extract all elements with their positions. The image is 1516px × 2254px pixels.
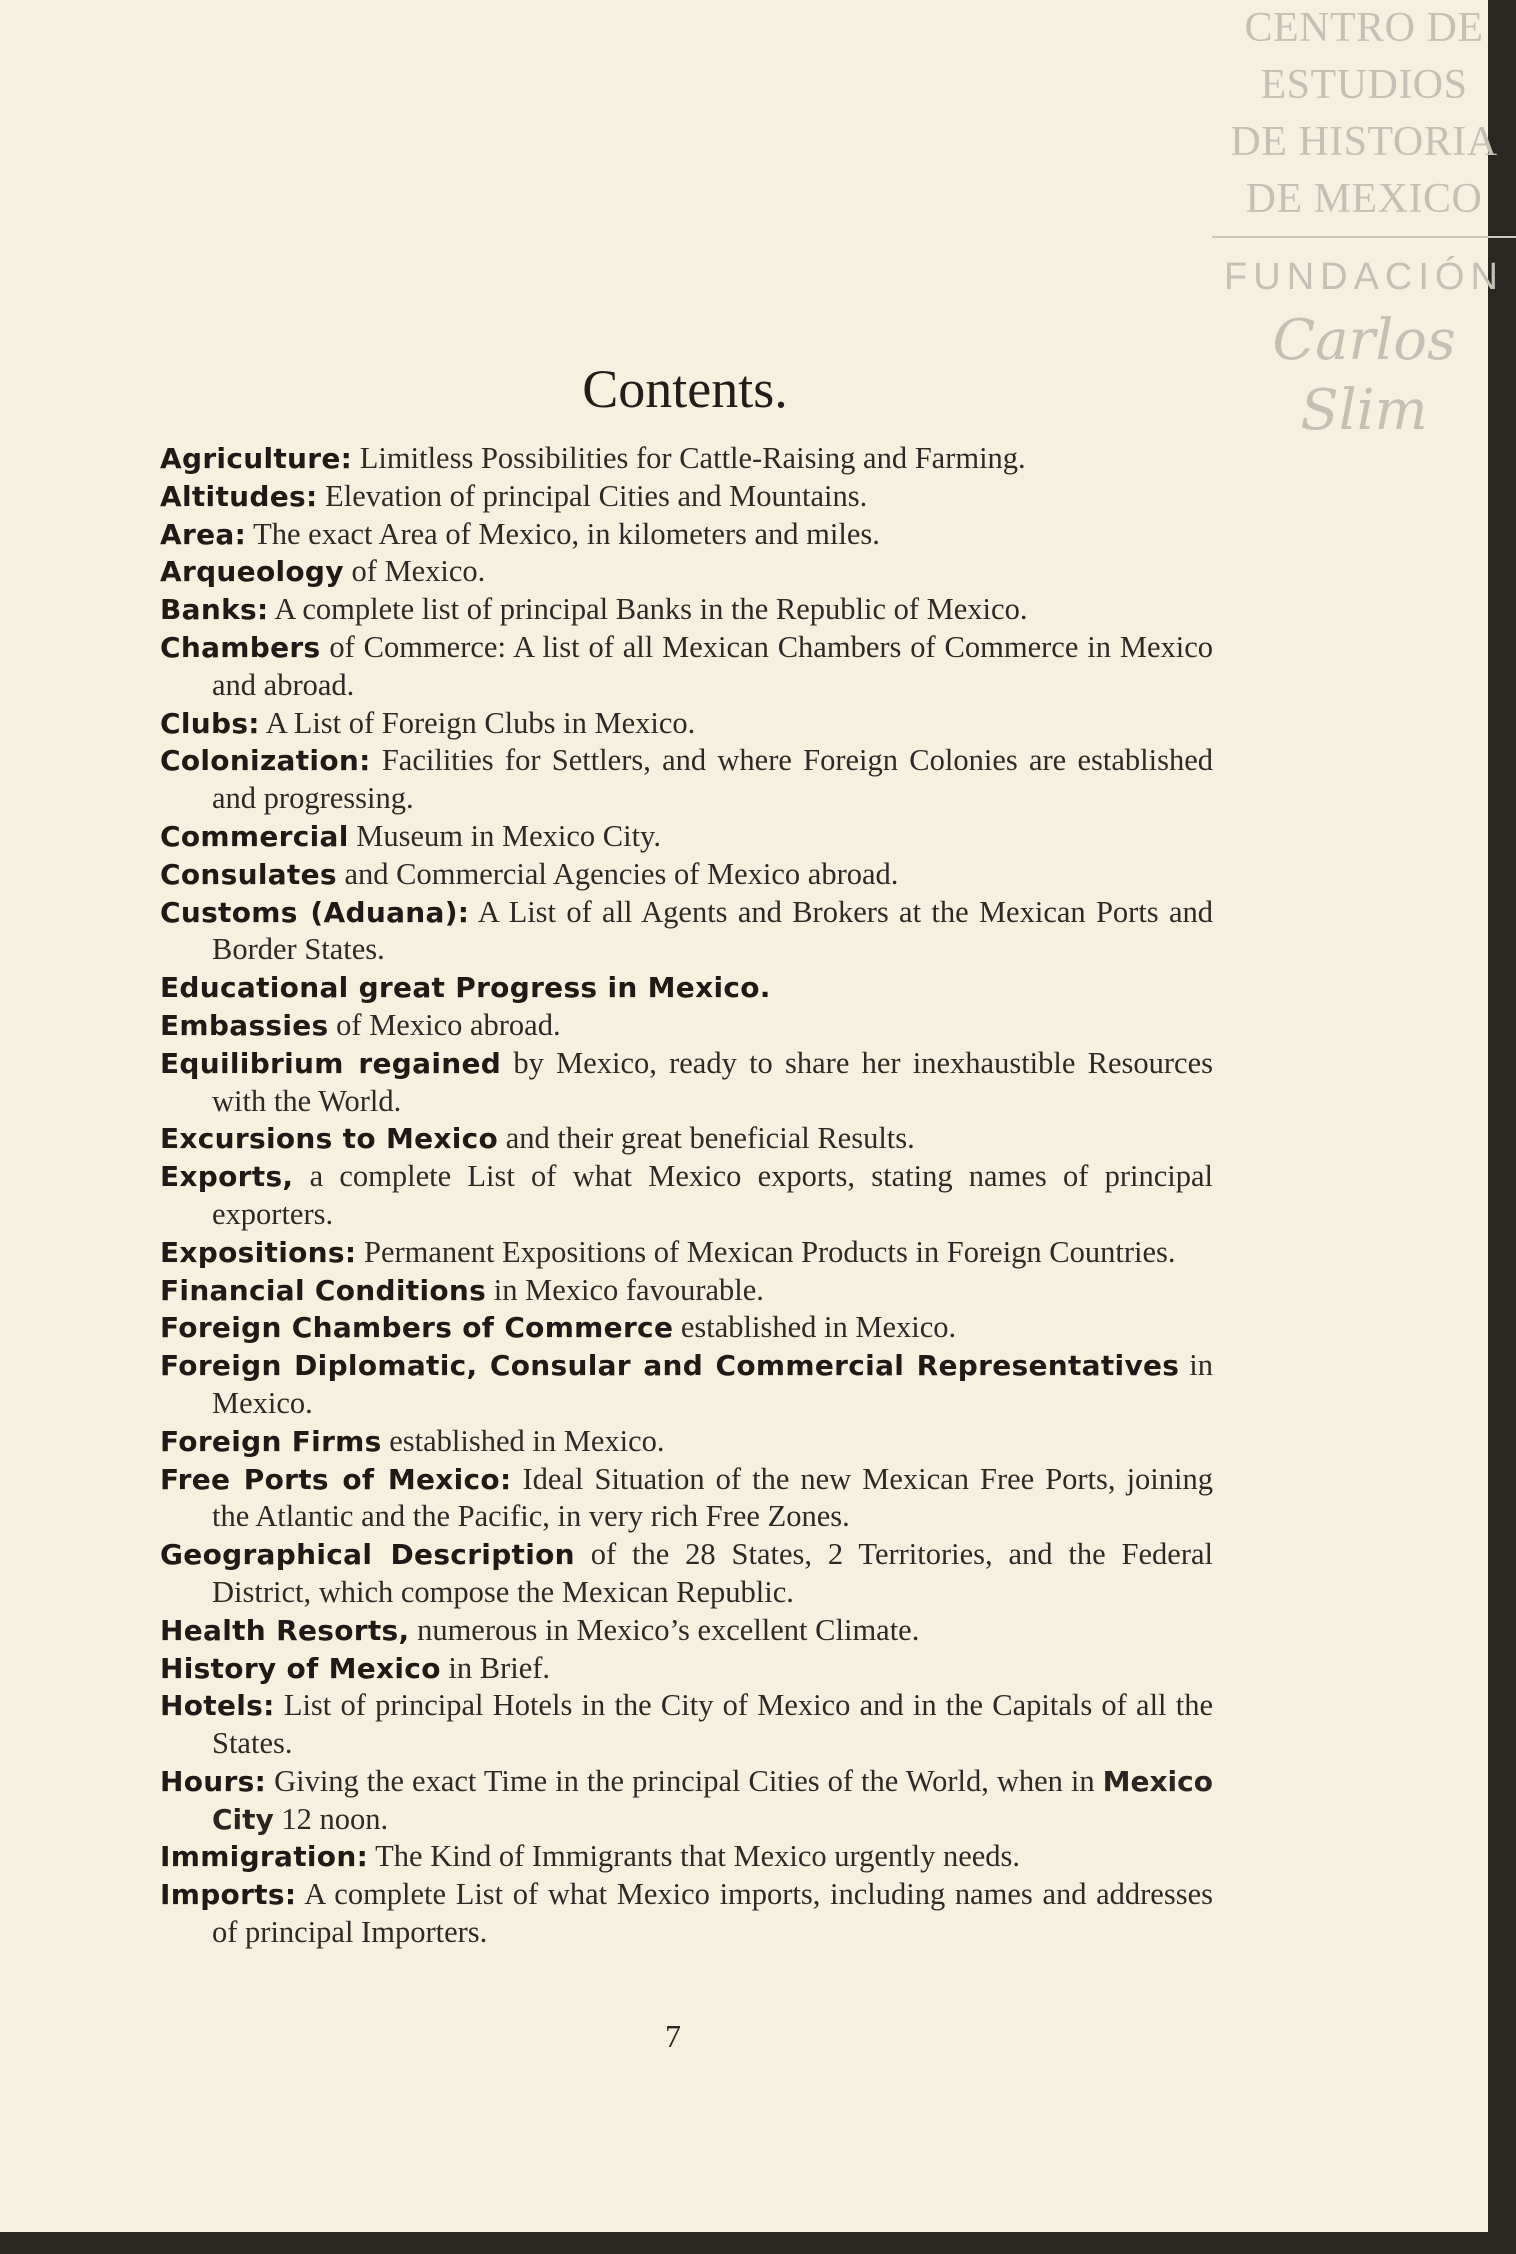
entry-text: in Brief. bbox=[440, 1650, 551, 1685]
entry-keyword: Foreign Firms bbox=[160, 1424, 382, 1458]
entry-text: of the 28 States, 2 Territories, and the Federal District, which compose the Mexican Republic. bbox=[212, 1537, 1213, 1609]
entry-text: in Mexico. bbox=[212, 1348, 1214, 1420]
entry-text: 12 noon. bbox=[273, 1801, 389, 1836]
entry-keyword: Chambers bbox=[160, 630, 321, 664]
entry-text: of Mexico. bbox=[343, 554, 486, 589]
entry-keyword: Health Resorts, bbox=[160, 1613, 410, 1647]
contents-entry bbox=[160, 1120, 1213, 1158]
entry-keyword: Customs (Aduana): bbox=[160, 895, 470, 929]
contents-entry bbox=[160, 1158, 1213, 1234]
entry-text: List of principal Hotels in the City of Mexico and in the Capitals of all the States. bbox=[212, 1688, 1213, 1761]
watermark-signature: Carlos Slim bbox=[1272, 308, 1456, 443]
page-number: 7 bbox=[665, 2018, 681, 2054]
entry-keyword: Hours: bbox=[160, 1764, 267, 1798]
entry-text: A List of all Agents and Brokers at the Mexican Ports and Border States. bbox=[212, 894, 1213, 967]
entry-keyword: Exports, bbox=[160, 1160, 294, 1194]
contents-entry bbox=[160, 1876, 1213, 1952]
contents-entry bbox=[160, 1045, 1213, 1121]
entry-text: of Commerce: A list of all Mexican Chambers of Commerce in Mexico and abroad. bbox=[212, 629, 1213, 702]
contents-entry bbox=[160, 1687, 1213, 1763]
entry-keyword: Equilibrium regained bbox=[160, 1046, 502, 1080]
entry-keyword: Free Ports of Mexico: bbox=[160, 1462, 512, 1496]
entry-text: A List of Foreign Clubs in Mexico. bbox=[259, 705, 696, 740]
contents-entry bbox=[160, 1007, 1213, 1045]
entry-keyword: Financial Conditions bbox=[160, 1273, 487, 1307]
entry-keyword: Geographical Description bbox=[160, 1538, 575, 1572]
watermark-line: CENTRO DE bbox=[1244, 5, 1484, 51]
contents-entry bbox=[160, 1612, 1213, 1650]
entry-keyword: Clubs: bbox=[160, 706, 260, 740]
entry-keyword: Immigration: bbox=[160, 1840, 369, 1874]
entry-keyword: Imports: bbox=[160, 1878, 297, 1912]
entry-keyword: Colonization: bbox=[160, 744, 371, 778]
contents-entry bbox=[160, 440, 1213, 478]
contents-list bbox=[160, 440, 1213, 1952]
entry-text: and Commercial Agencies of Mexico abroad. bbox=[336, 856, 899, 891]
watermark-divider bbox=[1212, 236, 1516, 238]
contents-entry bbox=[160, 1838, 1213, 1876]
page-title: Contents. bbox=[582, 359, 788, 419]
contents-entry bbox=[160, 1650, 1213, 1688]
entry-text: established in Mexico. bbox=[381, 1423, 665, 1458]
contents-entry bbox=[160, 1272, 1213, 1310]
entry-keyword: Agriculture: bbox=[160, 442, 353, 475]
contents-entry bbox=[160, 705, 1213, 743]
entry-keyword: Hotels: bbox=[160, 1689, 275, 1723]
entry-text: established in Mexico. bbox=[673, 1310, 957, 1345]
entry-text: of Mexico abroad. bbox=[328, 1007, 561, 1042]
entry-keyword: Foreign Chambers of Commerce bbox=[160, 1311, 674, 1345]
entry-text: Permanent Expositions of Mexican Products in Foreign Countries. bbox=[356, 1234, 1176, 1269]
contents-entry bbox=[160, 894, 1213, 970]
entry-keyword: Excursions to Mexico bbox=[160, 1122, 499, 1156]
contents-entry bbox=[160, 1536, 1213, 1612]
entry-text: Ideal Situation of the new Mexican Free Ports, joining the Atlantic and the Pacific, in very rich Free Zones. bbox=[212, 1461, 1213, 1534]
contents-entry bbox=[160, 478, 1213, 516]
entry-text: Limitless Possibilities for Cattle-Raising and Farming. bbox=[352, 441, 1026, 475]
entry-keyword: Arqueology bbox=[160, 555, 344, 589]
contents-entry bbox=[160, 969, 1213, 1007]
entry-text: numerous in Mexico’s excellent Climate. bbox=[409, 1612, 920, 1647]
watermark-line: DE HISTORIA bbox=[1230, 119, 1498, 165]
entry-text: Facilities for Settlers, and where Foreign Colonies are established and progressing. bbox=[212, 743, 1213, 816]
entry-keyword: Area: bbox=[160, 517, 247, 551]
contents-entry bbox=[160, 516, 1213, 554]
contents-entry bbox=[160, 1423, 1213, 1461]
contents-entry bbox=[160, 856, 1213, 894]
entry-keyword: History of Mexico bbox=[160, 1651, 441, 1685]
entry-text: by Mexico, ready to share her inexhaustible Resources with the World. bbox=[212, 1045, 1213, 1118]
entry-text: The exact Area of Mexico, in kilometers and miles. bbox=[246, 516, 880, 551]
watermark-line: ESTUDIOS bbox=[1260, 62, 1468, 108]
entry-text: A complete List of what Mexico imports, including names and addresses of principal Importers. bbox=[212, 1877, 1213, 1950]
contents-entry bbox=[160, 629, 1213, 705]
contents-entry bbox=[160, 742, 1213, 818]
entry-text: The Kind of Immigrants that Mexico urgently needs. bbox=[368, 1839, 1021, 1874]
entry-text: Elevation of principal Cities and Mountains. bbox=[317, 478, 868, 513]
entry-keyword: Commercial bbox=[160, 819, 349, 853]
contents-entry bbox=[160, 818, 1213, 856]
contents-entry bbox=[160, 553, 1213, 591]
entry-keyword-inline: Mexico City bbox=[212, 1764, 1213, 1836]
contents-entry bbox=[160, 591, 1213, 629]
entry-keyword: Banks: bbox=[160, 593, 269, 627]
contents-entry bbox=[160, 1309, 1213, 1347]
entry-text: and their great beneficial Results. bbox=[498, 1121, 915, 1156]
contents-entry bbox=[160, 1347, 1213, 1423]
entry-text: A complete list of principal Banks in the Republic of Mexico. bbox=[268, 592, 1028, 627]
entry-text: in Mexico favourable. bbox=[486, 1272, 764, 1307]
entry-keyword: Consulates bbox=[160, 857, 337, 891]
contents-entry bbox=[160, 1763, 1213, 1839]
entry-text: Giving the exact Time in the principal Cities of the World, when in bbox=[266, 1763, 1103, 1798]
entry-keyword: Altitudes: bbox=[160, 479, 318, 513]
entry-keyword: Embassies bbox=[160, 1008, 329, 1042]
watermark-line: DE MEXICO bbox=[1245, 176, 1483, 222]
entry-keyword: Educational great Progress in Mexico. bbox=[160, 971, 771, 1005]
watermark-fundacion: FUNDACIÓN bbox=[1224, 256, 1504, 298]
contents-entry bbox=[160, 1461, 1213, 1537]
entry-text: Museum in Mexico City. bbox=[348, 818, 661, 853]
entry-text: a complete List of what Mexico exports, stating names of principal exporters. bbox=[212, 1159, 1213, 1231]
entry-keyword: Expositions: bbox=[160, 1235, 357, 1269]
entry-keyword: Foreign Diplomatic, Consular and Commercial Representatives bbox=[160, 1349, 1180, 1383]
contents-entry bbox=[160, 1234, 1213, 1272]
